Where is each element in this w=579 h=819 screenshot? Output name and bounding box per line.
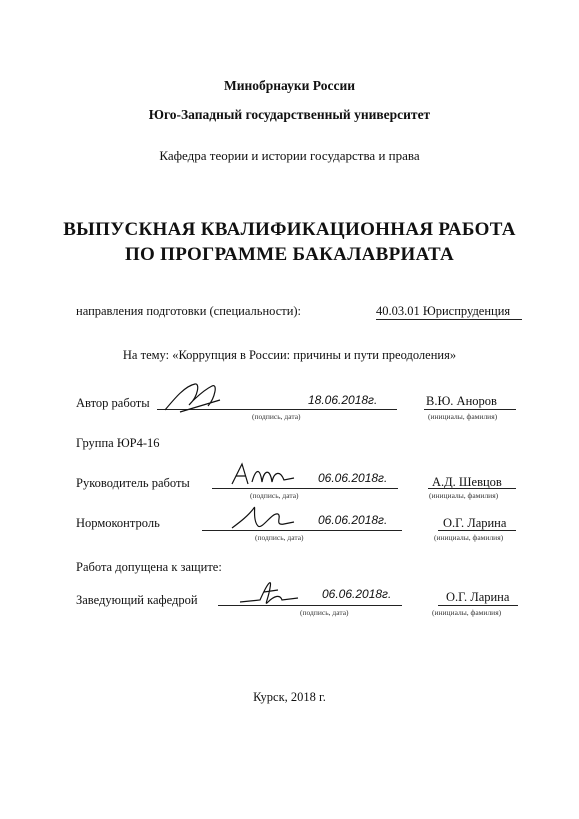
direction-underline (376, 319, 522, 320)
supervisor-signature-icon (228, 458, 298, 492)
supervisor-date: 06.06.2018г. (318, 471, 388, 485)
head-name: О.Г. Ларина (446, 590, 510, 604)
normcontrol-name-hint: (инициалы, фамилия) (434, 533, 504, 542)
normcontrol-signature-icon (228, 500, 298, 536)
supervisor-label: Руководитель работы (76, 476, 190, 490)
normcontrol-date: 06.06.2018г. (318, 513, 388, 527)
head-sign-hint: (подпись, дата) (300, 608, 349, 617)
department-heading: Кафедра теории и истории государства и права (159, 148, 420, 163)
author-name: В.Ю. Аноров (426, 394, 497, 408)
author-name-hint: (инициалы, фамилия) (428, 412, 498, 421)
author-date: 18.06.2018г. (308, 393, 378, 407)
supervisor-name-underline (428, 488, 516, 489)
normcontrol-name-underline (438, 530, 516, 531)
direction-label: направления подготовки (специальности): (76, 304, 302, 318)
supervisor-name: А.Д. Шевцов (432, 475, 502, 489)
author-sign-hint: (подпись, дата) (252, 412, 301, 421)
head-signature-icon (238, 572, 308, 612)
university-heading: Юго-Западный государственный университет (148, 107, 431, 122)
author-signature-icon (160, 378, 230, 418)
direction-value: 40.03.01 Юриспруденция (376, 304, 511, 318)
admitted-text: Работа допущена к защите: (76, 560, 222, 574)
ministry-heading: Минобрнауки России (223, 78, 356, 93)
supervisor-sign-hint: (подпись, дата) (250, 491, 299, 500)
topic-text: На тему: «Коррупция в России: причины и пути преодоления» (122, 348, 457, 362)
head-date: 06.06.2018г. (322, 587, 392, 601)
document-title-line1: ВЫПУСКНАЯ КВАЛИФИКАЦИОННАЯ РАБОТА (63, 219, 516, 240)
group-label: Группа ЮР4-16 (76, 436, 160, 450)
supervisor-name-hint: (инициалы, фамилия) (429, 491, 499, 500)
document-title-line2: ПО ПРОГРАММЕ БАКАЛАВРИАТА (124, 244, 455, 265)
head-name-hint: (инициалы, фамилия) (432, 608, 502, 617)
author-name-underline (424, 409, 516, 410)
normcontrol-sign-hint: (подпись, дата) (255, 533, 304, 542)
author-label: Автор работы (76, 396, 150, 410)
normcontrol-label: Нормоконтроль (76, 516, 160, 530)
head-label: Заведующий кафедрой (76, 593, 198, 607)
normcontrol-name: О.Г. Ларина (443, 516, 507, 530)
city-year-footer: Курск, 2018 г. (253, 690, 326, 704)
head-name-underline (438, 605, 518, 606)
